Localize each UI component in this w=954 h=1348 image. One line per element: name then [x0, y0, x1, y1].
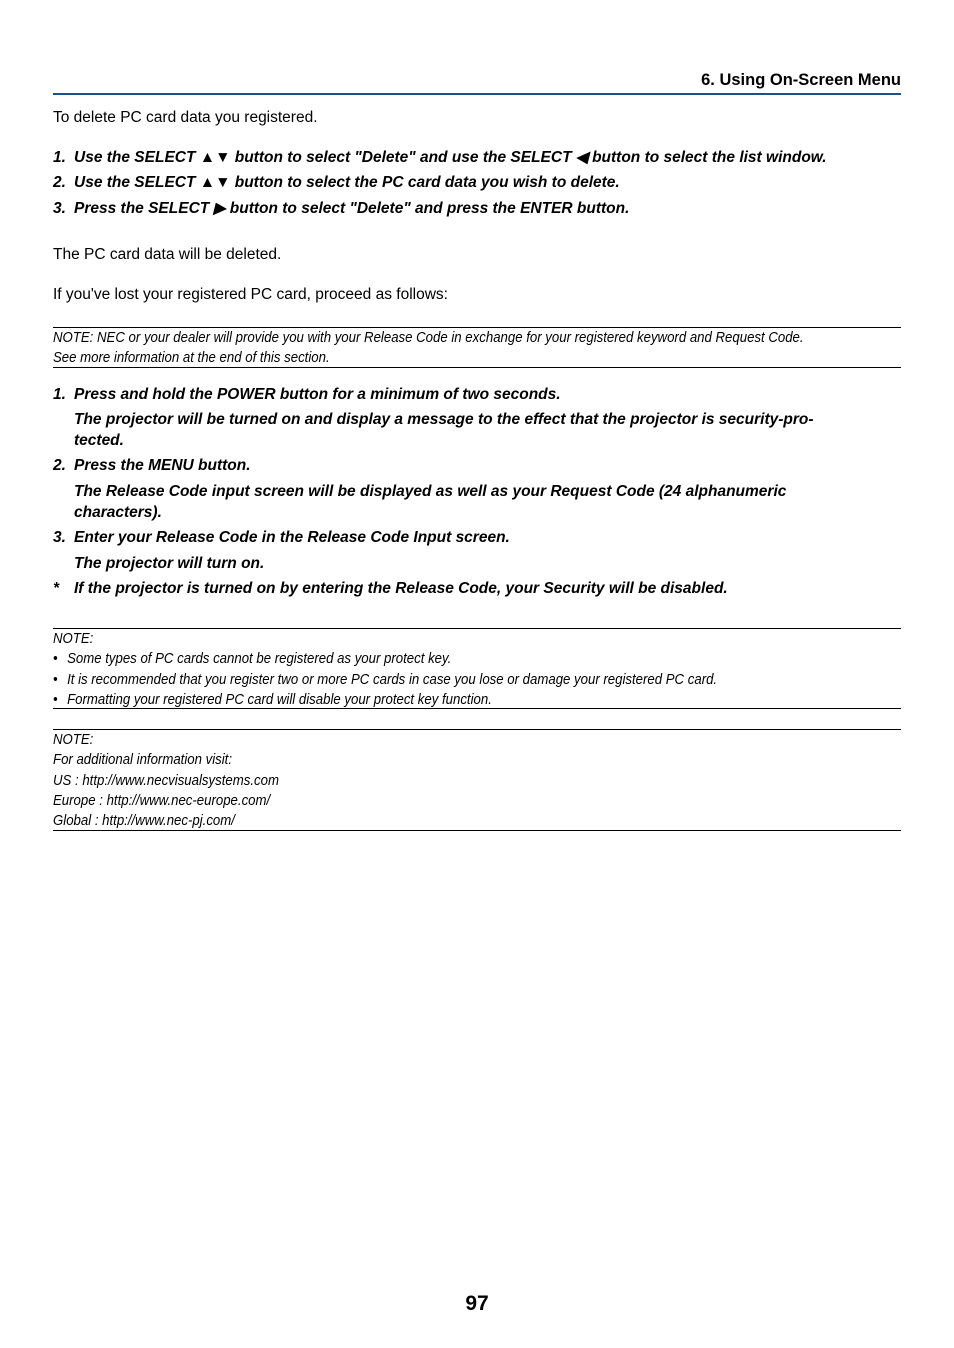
additional-info-note: [53, 729, 901, 831]
note-line: See more information at the end of this section.: [53, 349, 330, 367]
lost-step-3-detail: [74, 554, 874, 575]
detail-line: The projector will be turned on and display a message to the effect that the projector is security-pro-: [74, 411, 814, 428]
step-text: Enter your Release Code in the Release Code Input screen.: [74, 529, 510, 546]
url-europe: Europe : http://www.nec-europe.com/: [53, 791, 271, 809]
detail-line: characters).: [74, 503, 162, 521]
intro-text: To delete PC card data you registered.: [53, 109, 318, 126]
security-disabled-note: [53, 579, 901, 599]
detail-line: tected.: [74, 431, 124, 449]
lost-step-3: [53, 528, 901, 548]
step-text: Press the SELECT ▶ button to select "Delete" and press the ENTER button.: [74, 200, 630, 217]
detail-line: The Release Code input screen will be displayed as well as your Request Code (24 alphanumeric: [74, 483, 787, 500]
note-title: NOTE:: [53, 630, 94, 647]
pc-card-note: [53, 628, 901, 709]
step-number: 2.: [53, 174, 66, 191]
step-text: Use the SELECT ▲▼ button to select the PC card data you wish to delete.: [74, 174, 620, 191]
note-bullet-item: • It is recommended that you register two or more PC cards in case you lose or damage your registered PC card.: [53, 670, 799, 690]
lost-step-1-detail: [74, 410, 874, 451]
bullet-glyph: •: [53, 690, 58, 708]
step-text: Press the MENU button.: [74, 457, 251, 474]
note-line: For additional information visit:: [53, 751, 233, 769]
delete-step-3: [53, 199, 901, 219]
bullet-glyph: •: [53, 650, 58, 668]
delete-step-2: [53, 173, 901, 193]
section-title: 6. Using On-Screen Menu: [701, 71, 901, 89]
step-number: 1.: [53, 386, 66, 403]
note-line: NOTE: NEC or your dealer will provide you with your Release Code in exchange for your registered keyword and Request Code.: [53, 329, 804, 346]
detail-line: The projector will turn on.: [74, 555, 265, 572]
bullet-glyph: •: [53, 670, 58, 688]
step-number: 2.: [53, 457, 66, 474]
url-global: Global : http://www.nec-pj.com/: [53, 812, 235, 830]
step-number: 3.: [53, 529, 66, 546]
delete-step-1: [53, 148, 901, 168]
release-code-note: [53, 327, 901, 368]
page-number: 97: [465, 1292, 489, 1315]
url-us: US : http://www.necvisualsystems.com: [53, 771, 279, 789]
header-rule: [53, 93, 901, 95]
lost-step-1: [53, 385, 901, 405]
step-text: Use the SELECT ▲▼ button to select "Delete" and use the SELECT ◀ button to select the list window.: [74, 149, 827, 166]
lost-card-message: If you've lost your registered PC card, proceed as follows:: [53, 286, 448, 303]
step-text: Press and hold the POWER button for a minimum of two seconds.: [74, 386, 561, 403]
note-bullet-item: • Formatting your registered PC card will disable your protect key function.: [53, 690, 799, 710]
step-number: 3.: [53, 200, 66, 217]
deleted-message: The PC card data will be deleted.: [53, 246, 282, 263]
lost-step-2: [53, 456, 901, 476]
note-bullet-item: • Some types of PC cards cannot be registered as your protect key.: [53, 649, 799, 669]
asterisk-mark: *: [53, 580, 60, 597]
asterisk-text: If the projector is turned on by entering the Release Code, your Security will be disabled.: [74, 580, 728, 597]
step-number: 1.: [53, 149, 66, 166]
note-title: NOTE:: [53, 731, 94, 748]
lost-step-2-detail: [74, 482, 874, 523]
